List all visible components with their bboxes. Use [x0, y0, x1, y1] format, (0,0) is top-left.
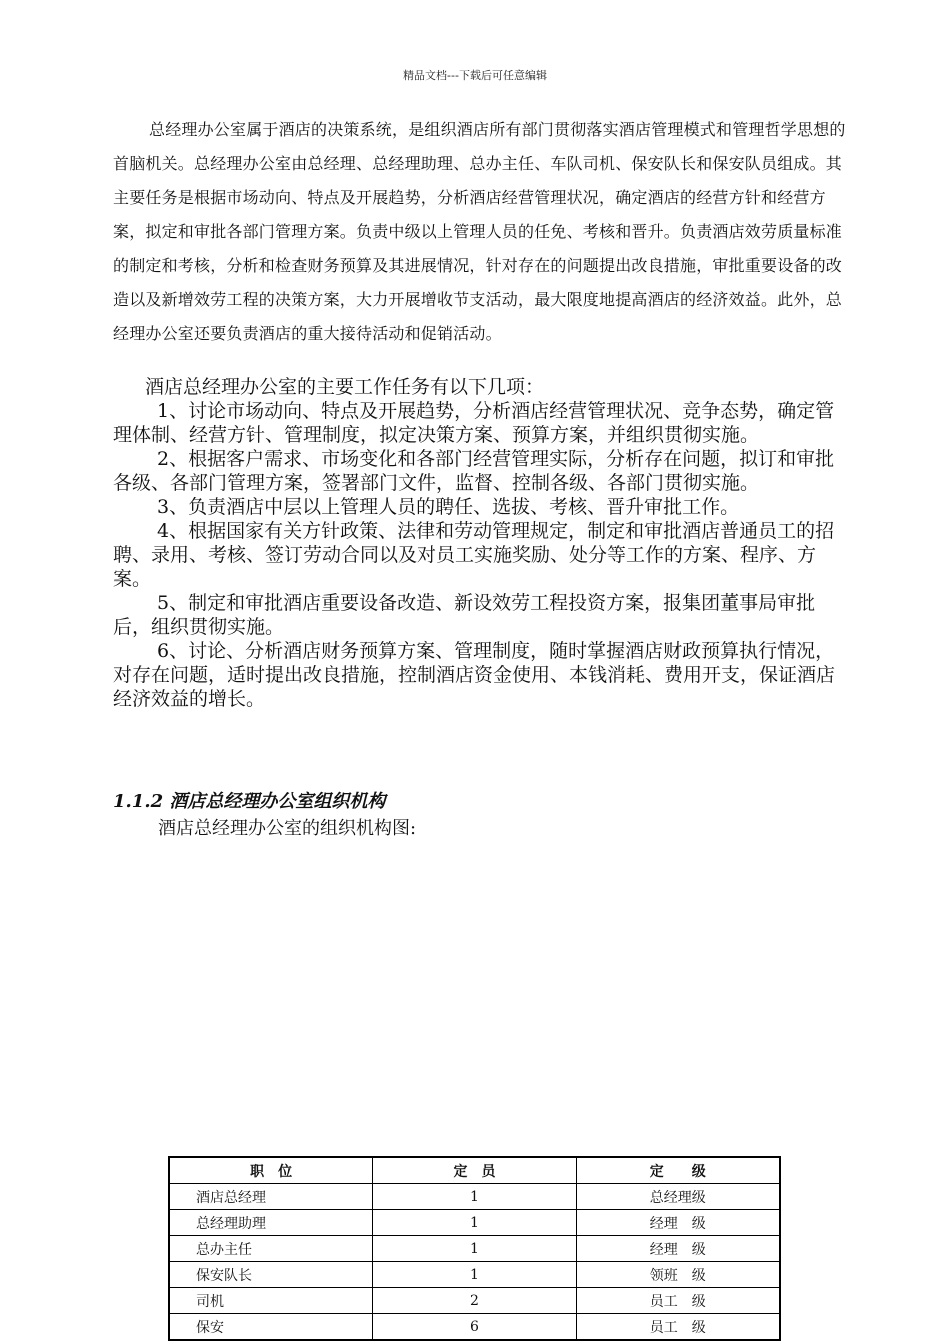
org-chart-caption: 酒店总经理办公室的组织机构图: [158, 818, 417, 839]
cell-position: 酒店总经理 [169, 1184, 373, 1210]
cell-headcount: 1 [373, 1262, 576, 1288]
cell-headcount: 1 [373, 1184, 576, 1210]
task-item-6: 6、讨论、分析酒店财务预算方案、管理制度，随时掌握酒店财政预算执行情况，对存在问题，适时提出改良措施，控制酒店资金使用、本钱消耗、费用开支，保证酒店经济效益的增长。 [113, 640, 836, 710]
cell-position: 总经理助理 [169, 1210, 373, 1236]
cell-grade: 员工 级 [576, 1314, 780, 1341]
cell-headcount: 1 [373, 1236, 576, 1262]
cell-position: 保安队长 [169, 1262, 373, 1288]
table-row [169, 1314, 780, 1341]
cell-headcount: 2 [373, 1288, 576, 1314]
task-item-5: 5、制定和审批酒店重要设备改造、新设效劳工程投资方案，报集团董事局审批后，组织贯彻实施。 [113, 592, 816, 638]
page-header: 精品文档---下载后可任意编辑 [403, 69, 547, 82]
table-row [169, 1184, 780, 1210]
cell-position: 司机 [169, 1288, 373, 1314]
cell-position: 保安 [169, 1314, 373, 1341]
section-title: 1.1.2 酒店总经理办公室组织机构 [113, 791, 386, 812]
cell-headcount: 6 [373, 1314, 576, 1341]
cell-grade: 领班 级 [576, 1262, 780, 1288]
table-row [169, 1210, 780, 1236]
cell-grade: 经理 级 [576, 1236, 780, 1262]
cell-grade: 员工 级 [576, 1288, 780, 1314]
cell-position: 总办主任 [169, 1236, 373, 1262]
staffing-table [168, 1156, 781, 1341]
cell-grade: 总经理级 [576, 1184, 780, 1210]
tasks-intro: 酒店总经理办公室的主要工作任务有以下几项： [145, 376, 545, 398]
cell-grade: 经理 级 [576, 1210, 780, 1236]
column-header-grade: 定 级 [576, 1157, 780, 1184]
cell-headcount: 1 [373, 1210, 576, 1236]
task-item-2: 2、根据客户需求、市场变化和各部门经营管理实际，分析存在问题，拟订和审批各级、各部门管理方案，签署部门文件，监督、控制各级、各部门贯彻实施。 [113, 448, 835, 494]
column-header-position: 职 位 [169, 1157, 373, 1184]
tasks-section [113, 375, 848, 711]
task-item-1: 1、讨论市场动向、特点及开展趋势，分析酒店经营管理状况、竞争态势，确定管理体制、经营方针、管理制度，拟定决策方案、预算方案，并组织贯彻实施。 [113, 400, 835, 446]
task-item-4: 4、根据国家有关方针政策、法律和劳动管理规定，制定和审批酒店普通员工的招聘、录用、考核、签订劳动合同以及对员工实施奖励、处分等工作的方案、程序、方案。 [113, 520, 835, 590]
intro-section [113, 113, 848, 351]
task-item-3: 3、负责酒店中层以上管理人员的聘任、选拔、考核、晋升审批工作。 [157, 496, 740, 518]
table-header-row [169, 1157, 780, 1184]
intro-paragraph: 总经理办公室属于酒店的决策系统，是组织酒店所有部门贯彻落实酒店管理模式和管理哲学思想的首脑机关。总经理办公室由总经理、总经理助理、总办主任、车队司机、保安队长和保安队员组成。其主要任务是根据市场动向、特点及开展趋势，分析酒店经营管理状况，确定酒店的经营方针和经营方案，拟定和审批各部门管理方案。负责中级以上管理人员的任免、考核和晋升。负责酒店效劳质量标准的制定和考核，分析和检查财务预算及其进展情况，针对存在的问题提出改良措施，审批重要设备的改造以及新增效劳工程的决策方案，大力开展增收节支活动，最大限度地提高酒店的经济效益。此外，总经理办公室还要负责酒店的重大接待活动和促销活动。 [113, 120, 846, 343]
table-row [169, 1262, 780, 1288]
column-header-headcount: 定 员 [373, 1157, 576, 1184]
table-row [169, 1288, 780, 1314]
table-row [169, 1236, 780, 1262]
